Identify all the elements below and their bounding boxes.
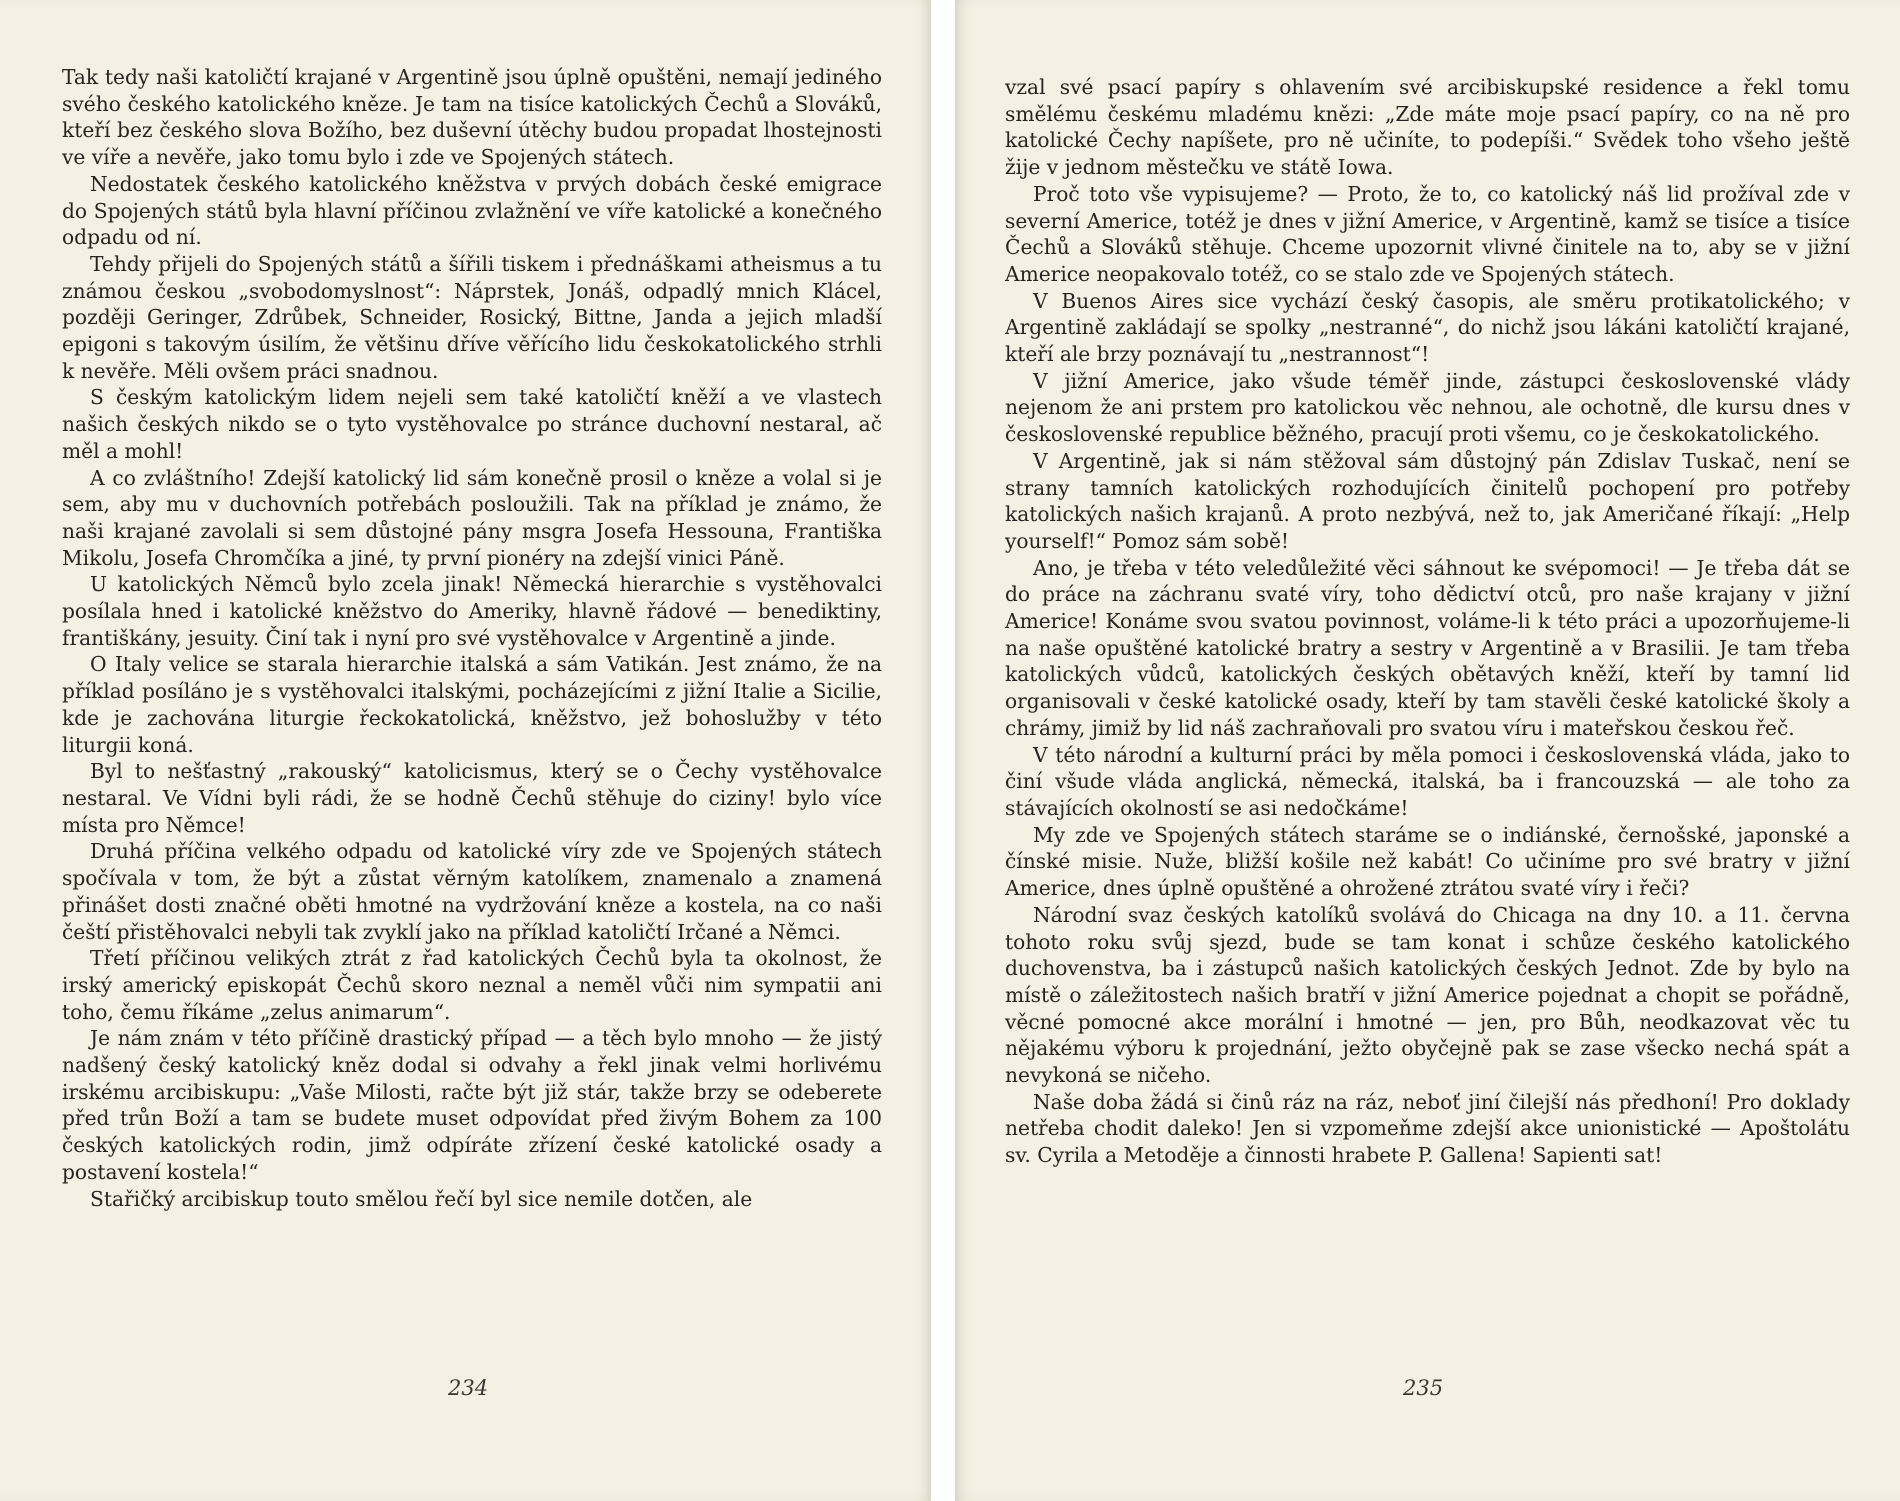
paragraph: S českým katolickým lidem nejeli sem také katoličtí kněží a ve vlastech našich českých nikdo se o tyto vystěhovalce po stránce duchovní nestaral, ač měl a mohl! — [62, 385, 882, 463]
paragraph: V Argentině, jak si nám stěžoval sám důstojný pán Zdislav Tuskač, není se strany tamních katolických rozhodujících činitelů pochopení pro potřeby katolických našich krajanů. A proto nezbývá, než to, jak Američané říkají: „Help yourself!“ Pomoz sám sobě! — [1005, 448, 1850, 553]
paragraph: Tehdy přijeli do Spojených států a šířili tiskem i přednáškami atheismus a tu známou českou „svobodomyslnost“: Náprstek, Jonáš, odpadlý mnich Klácel, později Geringer, Zdrůbek, Schneider, Rosický, Bittne, Janda a jejich mladší epigoni s takovým úsilím, že většinu dříve věřícího lidu českokatolického strhli k nevěře. Měli ovšem práci snadnou. — [62, 251, 882, 383]
right-page — [955, 0, 1900, 1501]
paragraph: Druhá příčina velkého odpadu od katolické víry zde ve Spojených státech spočívala v tom, že být a zůstat věrným katolíkem, znamenalo a znamená přinášet dosti značné oběti hmotné na vydržování kněze a kostela, na co naši čeští přistěhovalci nebyli tak zvyklí jako na příklad katoličtí Irčané a Němci. — [62, 839, 882, 944]
paragraph: Stařičký arcibiskup touto smělou řečí byl sice nemile dotčen, ale — [90, 1186, 753, 1211]
page-number: 235 — [1403, 1376, 1444, 1400]
book-gutter — [931, 0, 955, 1501]
left-page — [0, 0, 931, 1501]
paragraph: Proč toto vše vypisujeme? — Proto, že to, co katolický náš lid prožíval zde v severní Americe, totéž je dnes v jižní Americe, v Argentině, kamž se tisíce a tisíce Čechů a Slováků stěhuje. Chceme upozornit vlivné činitele na to, aby se v jižní Americe neopakovalo totéž, co se stalo zde ve Spojených státech. — [1005, 181, 1850, 286]
paragraph: Tak tedy naši katoličtí krajané v Argentině jsou úplně opuštěni, nemají jediného svého českého katolického kněze. Je tam na tisíce katolických Čechů a Slováků, kteří bez českého slova Božího, bez duševní útěchy budou propadat lhostejnosti ve víře a nevěře, jako tomu bylo i zde ve Spojených státech. — [62, 65, 882, 170]
left-page-text — [62, 64, 882, 1212]
page-number: 234 — [448, 1376, 489, 1400]
paragraph: V jižní Americe, jako všude téměř jinde, zástupci československé vlády nejenom že ani prstem pro katolickou věc nehnou, ale ochotně, dle kursu dnes v československé republice běžného, pracují proti všemu, co je českokatolického. — [1005, 368, 1850, 447]
paragraph: Byl to nešťastný „rakouský“ katolicismus, který se o Čechy vystěhovalce nestaral. Ve Vídni byli rádi, že se hodně Čechů stěhuje do ciziny! bylo více místa pro Němce! — [62, 759, 882, 837]
right-page-text — [1005, 74, 1850, 1169]
paragraph: vzal své psací papíry s ohlavením své arcibiskupské residence a řekl tomu smělému českému mladému knězi: „Zde máte moje psací papíry, co na ně pro katolické Čechy napíšete, pro ně učiníte, to podepíši.“ Svědek toho všeho ještě žije v jednom městečku ve státě Iowa. — [1005, 75, 1850, 180]
paragraph: V Buenos Aires sice vychází český časopis, ale směru protikatolického; v Argentině zakládají se spolky „nestranné“, do nichž jsou lákáni katoličtí krajané, kteří ale brzy poznávají tu „nestrannost“! — [1005, 288, 1850, 367]
paragraph: Ano, je třeba v této veledůležité věci sáhnout ke svépomoci! — Je třeba dát se do práce na záchranu svaté víry, toho dědictví otců, pro naše krajany v jižní Americe! Konáme svou svatou povinnost, voláme-li k této práci a upozorňujeme-li na naše opuštěné katolické bratry a sestry v Argentině a v Brasilii. Je tam třeba katolických vůdců, katolických českých obětavých kněží, kteří by tamní lid organisovali v české katolické osady, kteří by tam stavěli české katolické školy a chrámy, jimiž by lid náš zachraňovali pro svatou víru i mateřskou českou řeč. — [1005, 555, 1850, 740]
paragraph: Naše doba žádá si činů ráz na ráz, neboť jiní čilejší nás předhoní! Pro doklady netřeba chodit daleko! Jen si vzpomeňme zdejší akce unionistické — Apoštolátu sv. Cyrila a Metoděje a činnosti hrabete P. Gallena! Sapienti sat! — [1005, 1089, 1850, 1168]
paragraph: Nedostatek českého katolického kněžstva v prvých dobách české emigrace do Spojených států byla hlavní příčinou zvlažnění ve víře katolické a konečného odpadu od ní. — [62, 171, 882, 250]
paragraph: V této národní a kulturní práci by měla pomoci i československá vláda, jako to činí všude vláda anglická, německá, italská, ba i francouzská — ale toho za stávajících okolností se asi nedočkáme! — [1005, 742, 1850, 820]
paragraph: O Italy velice se starala hierarchie italská a sám Vatikán. Jest známo, že na příklad posíláno je s vystěhovalci italskými, pocházejícími z jižní Italie a Sicilie, kde je zachována liturgie řeckokatolická, kněžstvo, jež bohoslužby v této liturgii koná. — [62, 652, 882, 757]
paragraph: A co zvláštního! Zdejší katolický lid sám konečně prosil o kněze a volal si je sem, aby mu v duchovních potřebách posloužili. Tak na příklad je známo, že naši krajané zavolali si sem důstojné pány msgra Josefa Hessouna, Františka Mikolu, Josefa Chromčíka a jiné, ty první pionéry na zdejší vinici Páně. — [62, 465, 882, 570]
paragraph: My zde ve Spojených státech staráme se o indiánské, černošské, japonské a čínské misie. Nuže, bližší košile než kabát! Co učiníme pro své bratry v jižní Americe, dnes úplně opuštěné a ohrožené ztrátou svaté víry i řeči? — [1005, 822, 1850, 901]
paragraph: U katolických Němců bylo zcela jinak! Německá hierarchie s vystěhovalci posílala hned i katolické kněžstvo do Ameriky, hlavně řádové — benediktiny, františkány, jesuity. Činí tak i nyní pro své vystěhovalce v Argentině a jinde. — [62, 572, 882, 650]
paragraph: Je nám znám v této příčině drastický případ — a těch bylo mnoho — že jistý nadšený český katolický kněz dodal si odvahy a řekl jinak velmi horlivému irskému arcibiskupu: „Vaše Milosti, račte být již stár, takže brzy se odeberete před trůn Boží a tam se budete muset odpovídat před živým Bohem za 100 českých katolických rodin, jimž odpíráte zřízení české katolické osady a postavení kostela!“ — [62, 1026, 882, 1184]
paragraph: Národní svaz českých katolíků svolává do Chicaga na dny 10. a 11. června tohoto roku svůj sjezd, bude se tam konat i schůze českého katolického duchovenstva, ba i zástupců našich katolických českých Jednot. Zde by bylo na místě o záležitostech našich bratří v jižní Americe pojednat a chopit se pořádně, věcné pomocné akce morální i hmotné — jen, pro Bůh, neodkazovat věc tu nějakému výboru k projednání, ježto obyčejně pak se zase všecko nechá spát a nevykoná se ničeho. — [1005, 902, 1850, 1088]
paragraph: Třetí příčinou velikých ztrát z řad katolických Čechů byla ta okolnost, že irský americký episkopát Čechů skoro neznal a neměl vůči nim sympatii ani toho, čemu říkáme „zelus animarum“. — [62, 946, 882, 1024]
